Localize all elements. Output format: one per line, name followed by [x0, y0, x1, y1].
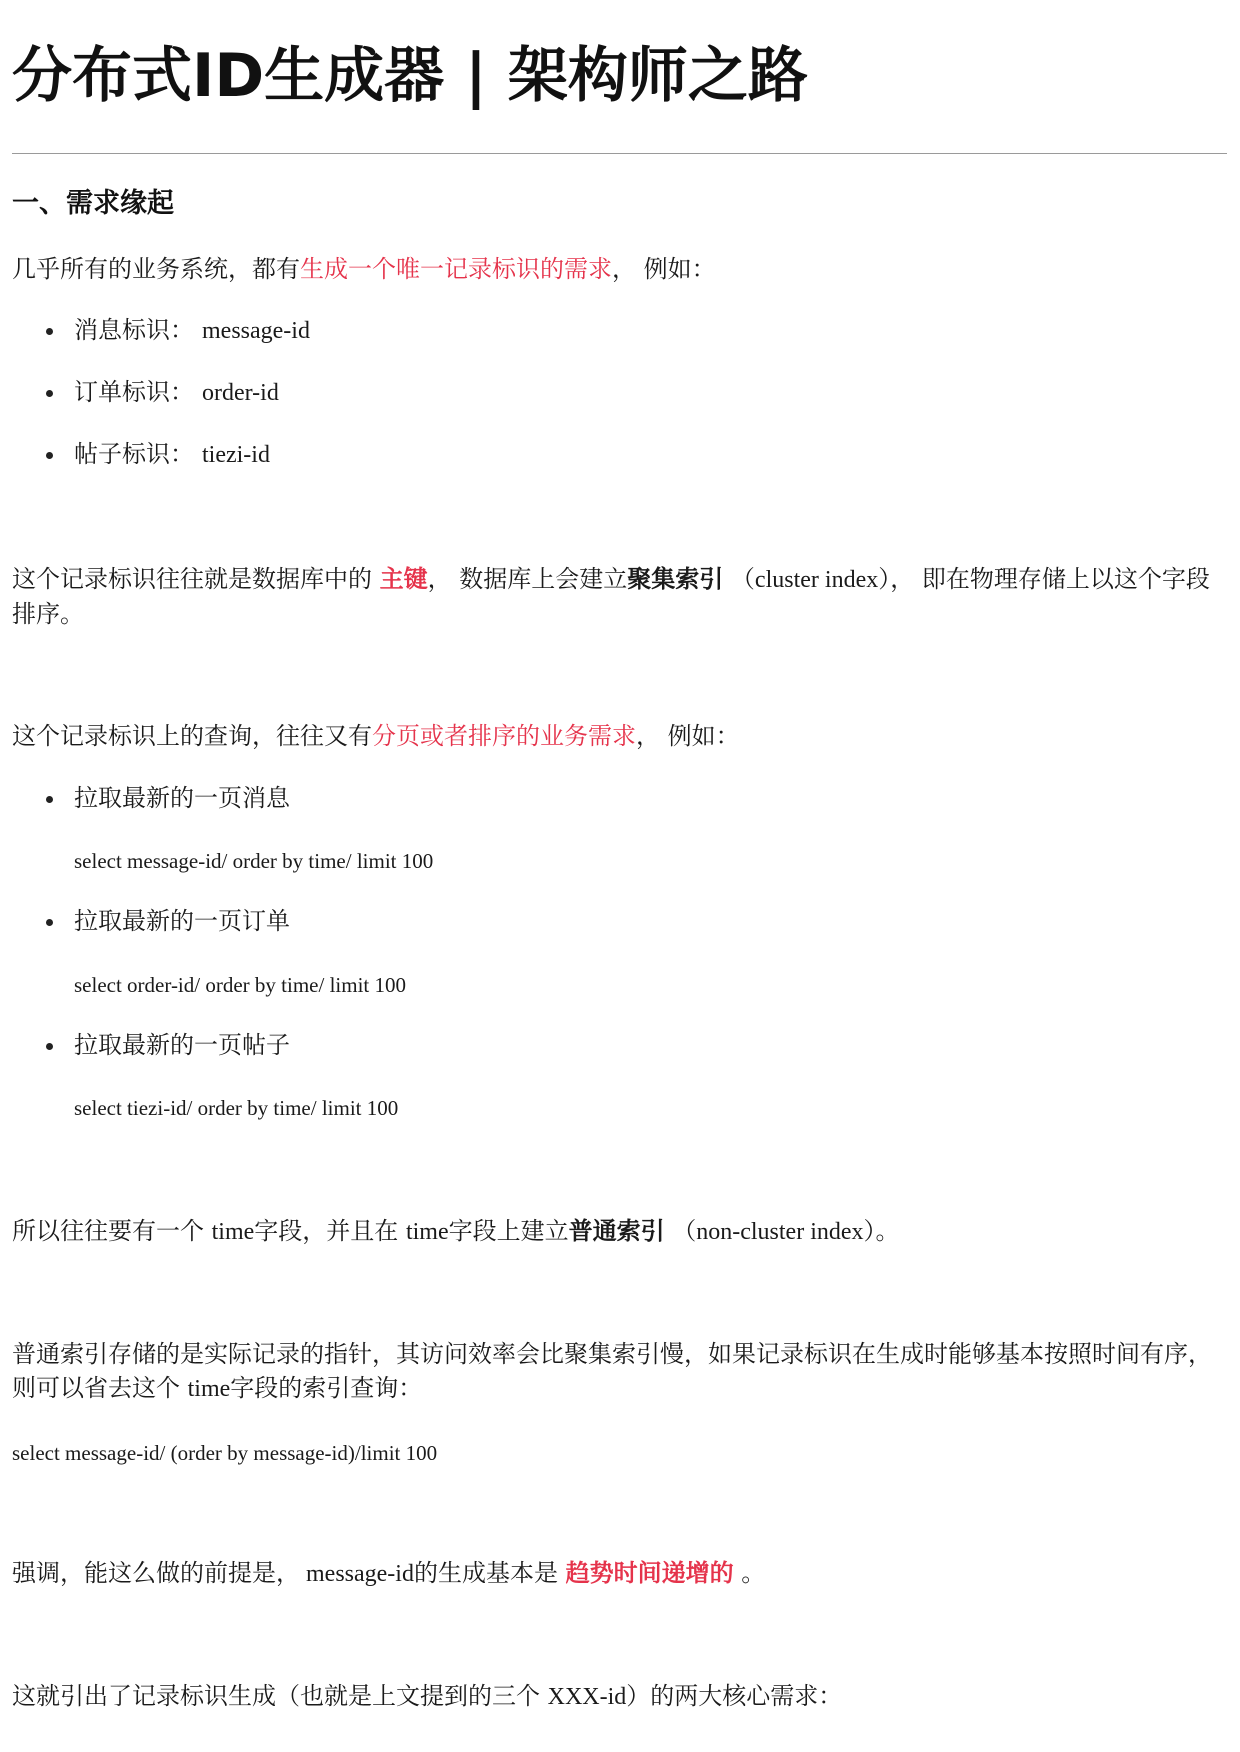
- list-item-text: 拉取最新的一页订单: [74, 907, 290, 935]
- section-heading: 一、需求缘起: [12, 188, 174, 219]
- query-paragraph: 这个记录标识上的查询，往往又有分页或者排序的业务需求， 例如：: [12, 722, 740, 750]
- list-item-text: 拉取最新的一页消息: [74, 784, 290, 812]
- cluster-index-term: 聚集索引: [627, 565, 724, 593]
- intro-highlight: 生成一个唯一记录标识的需求: [300, 255, 612, 283]
- bullet-icon: [46, 796, 53, 803]
- intro-paragraph: [12, 252, 1227, 286]
- bullet-icon: [46, 1043, 53, 1050]
- list-item-text: 拉取最新的一页帖子: [74, 1031, 290, 1059]
- bullet-icon: [46, 919, 53, 926]
- time-index-paragraph: 所以往往要有一个 time字段，并且在 time字段上建立普通索引 （non-cluster index）。: [12, 1217, 900, 1245]
- bullet-icon: [46, 452, 53, 459]
- primary-key-highlight: 主键: [379, 565, 428, 593]
- emphasis-paragraph: 强调，能这么做的前提是， message-id的生成基本是 趋势时间递增的 。: [12, 1559, 766, 1587]
- primary-key-paragraph: 这个记录标识往往就是数据库中的 主键， 数据库上会建立聚集索引 （cluster index）， 即在物理存储上以这个字段排序。: [12, 565, 1210, 628]
- query-highlight: 分页或者排序的业务需求: [372, 722, 636, 750]
- title-divider: [12, 153, 1227, 154]
- normal-index-term: 普通索引: [568, 1217, 665, 1245]
- bullet-icon: [46, 328, 53, 335]
- page-title: 分布式ID生成器 | 架构师之路: [12, 41, 808, 111]
- pointer-paragraph: 普通索引存储的是实际记录的指针，其访问效率会比聚集索引慢，如果记录标识在生成时能够基本按照时间有序，则可以省去这个 time字段的索引查询：: [12, 1340, 1212, 1402]
- trend-increasing-highlight: 趋势时间递增的: [565, 1559, 734, 1587]
- list-item-text: 消息标识： message-id: [74, 316, 310, 344]
- bullet-icon: [46, 390, 53, 397]
- list-item-text: 订单标识： order-id: [74, 378, 279, 406]
- sql-snippet: select order-id/ order by time/ limit 100: [74, 973, 406, 997]
- sql-snippet: select message-id/ (order by message-id)/limit 100: [12, 1441, 438, 1465]
- sql-snippet: select tiezi-id/ order by time/ limit 100: [74, 1096, 399, 1120]
- intro-text: 几乎所有的业务系统，都有: [12, 255, 300, 283]
- sql-snippet: select message-id/ order by time/ limit 100: [74, 849, 434, 873]
- intro-text-after: ， 例如：: [612, 255, 716, 283]
- list-item-text: 帖子标识： tiezi-id: [74, 440, 270, 468]
- final-paragraph: 这就引出了记录标识生成（也就是上文提到的三个 XXX-id）的两大核心需求：: [12, 1682, 843, 1710]
